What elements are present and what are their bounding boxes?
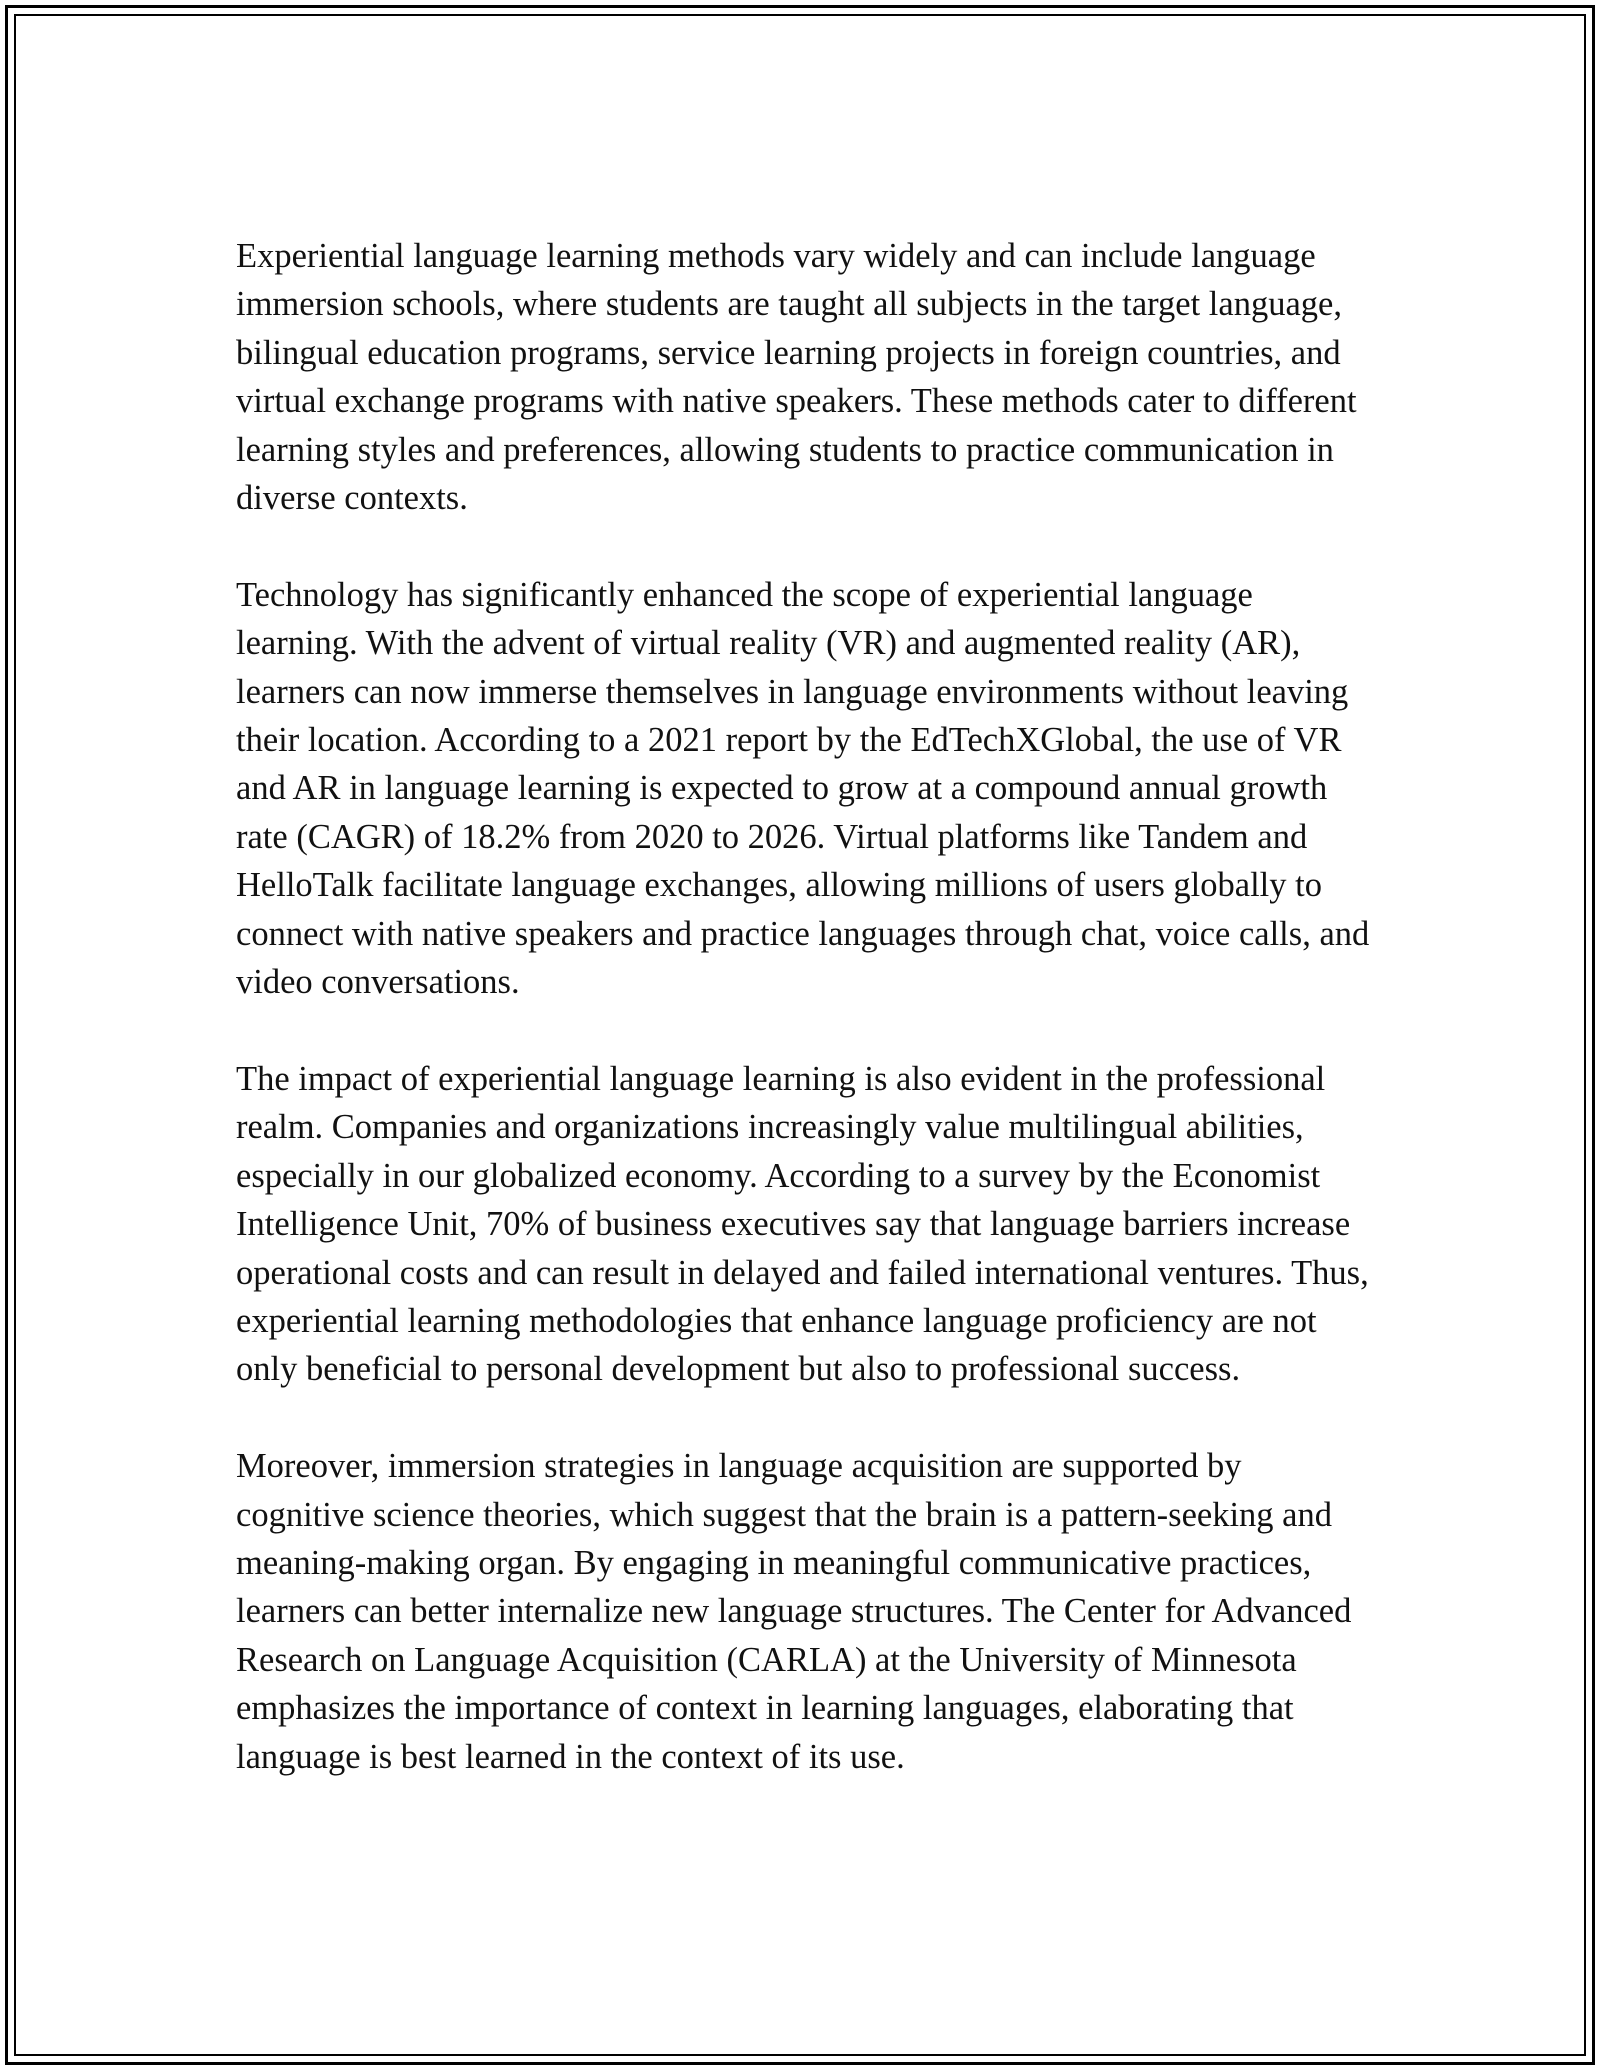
document-body [236, 232, 1376, 1781]
paragraph-1: Experiential language learning methods vary widely and can include language immersion schools, where students are taught all subjects in the target language, bilingual education programs, service learning projects in foreign countries, and virtual exchange programs with native speakers. These methods cater to different learning styles and preferences, allowing students to practice communication in diverse contexts. [236, 237, 1357, 518]
paragraph-4: Moreover, immersion strategies in language acquisition are supported by cognitive science theories, which suggest that the brain is a pattern-seeking and meaning-making organ. By engaging in meaningful communicative practices, learners can better internalize new language structures. The Center for Advanced Research on Language Acquisition (CARLA) at the University of Minnesota emphasizes the importance of context in learning languages, elaborating that language is best learned in the context of its use. [236, 1447, 1352, 1776]
paragraph-3: The impact of experiential language learning is also evident in the professional realm. Companies and organizations increasingly value multilingual abilities, especially in our globalized economy. According to a survey by the Economist Intelligence Unit, 70% of business executives say that language barriers increase operational costs and can result in delayed and failed international ventures. Thus, experiential learning methodologies that enhance language proficiency are not only beneficial to personal development but also to professional success. [236, 1059, 1369, 1389]
paragraph-2: Technology has significantly enhanced the scope of experiential language learning. With the advent of virtual reality (VR) and augmented reality (AR), learners can now immerse themselves in language environments without leaving their location. According to a 2021 report by the EdTechXGlobal, the use of VR and AR in language learning is expected to grow at a compound annual growth rate (CAGR) of 18.2% from 2020 to 2026. Virtual platforms like Tandem and HelloTalk facilitate language exchanges, allowing millions of users globally to connect with native speakers and practice languages through chat, voice calls, and video conversations. [236, 575, 1370, 1002]
